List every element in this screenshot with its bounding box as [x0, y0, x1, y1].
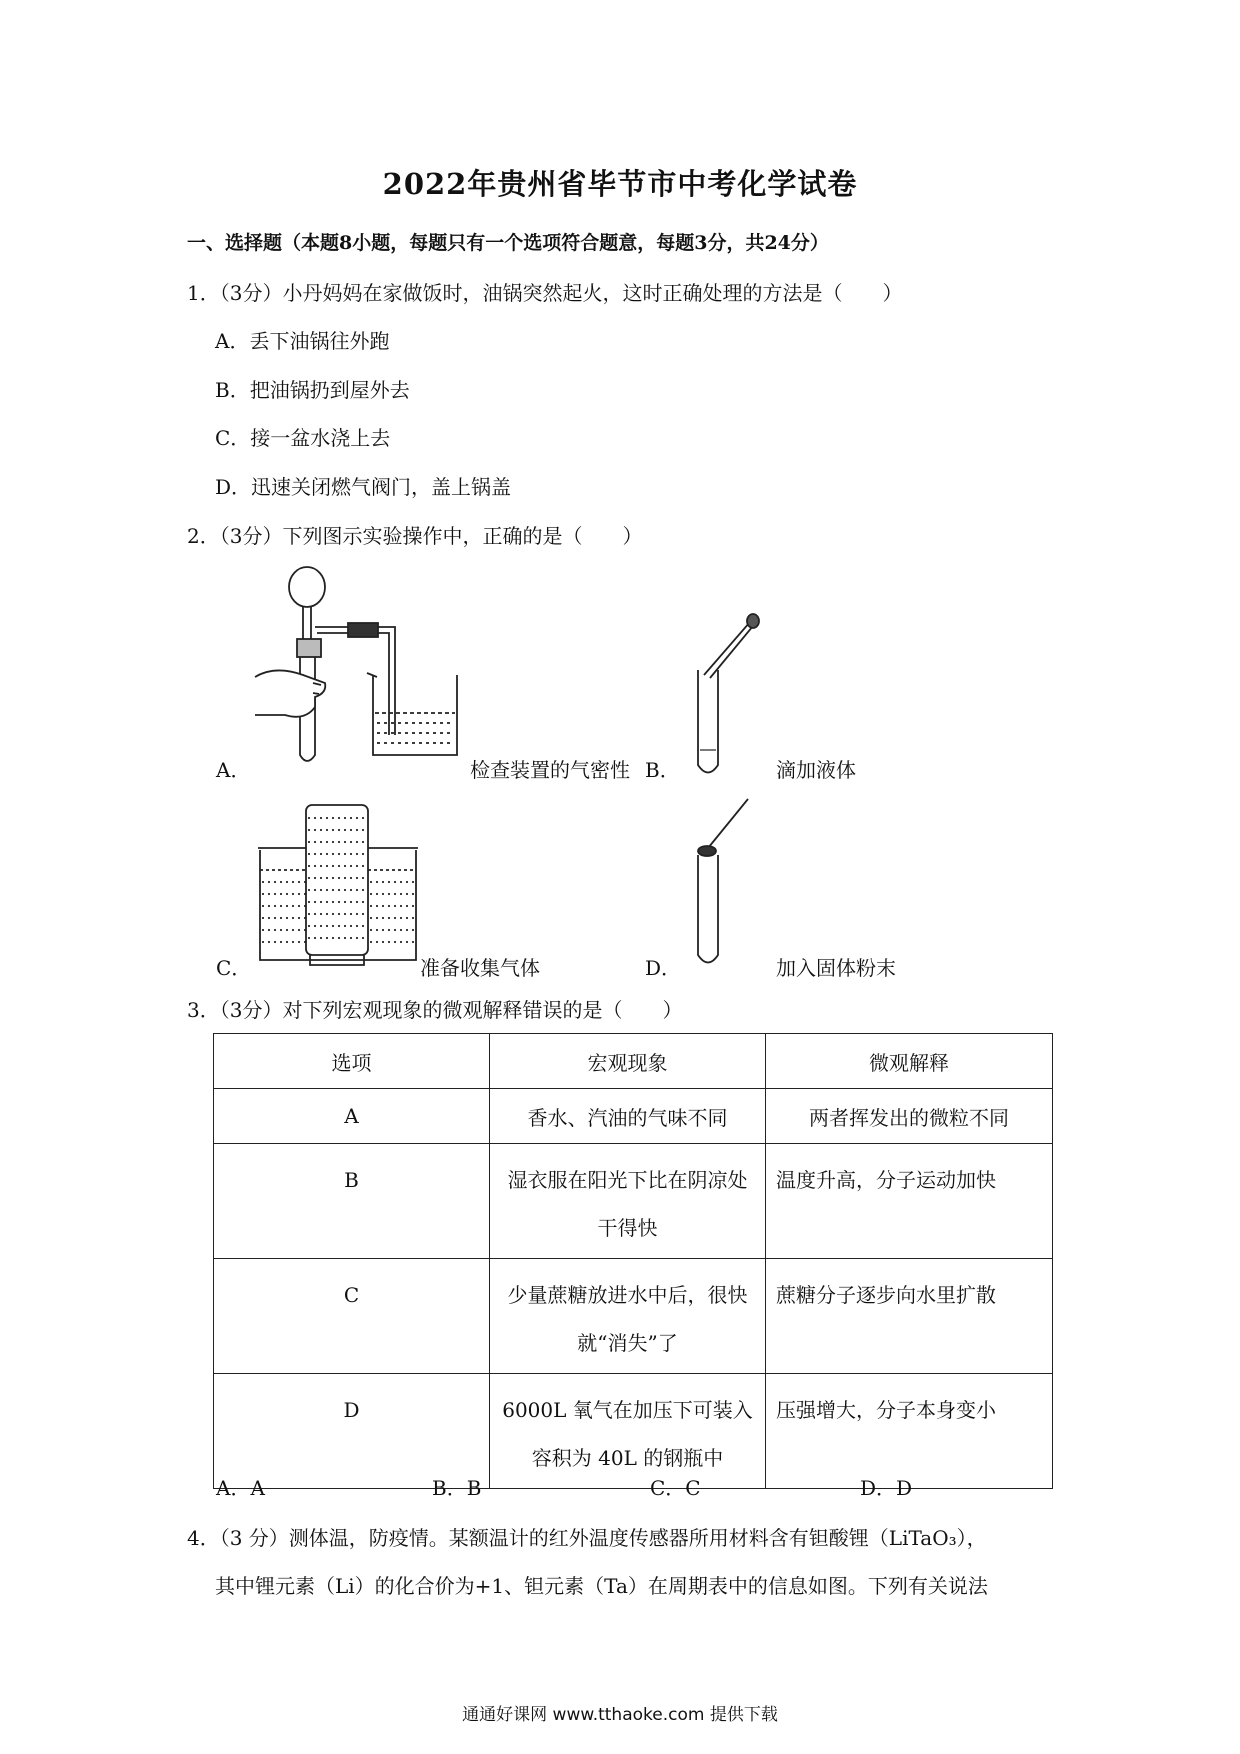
header-option: 选项 — [214, 1034, 490, 1089]
row-macro — [490, 1374, 766, 1489]
q2-d-letter[interactable]: D． — [645, 956, 682, 980]
q3-answer-a[interactable]: A．A — [216, 1476, 265, 1500]
row-macro-line: 6000L 氧气在加压下可装入 — [502, 1398, 753, 1422]
row-micro: 温度升高，分子运动加快 — [766, 1144, 1053, 1259]
row-macro-line: 容积为 40L 的钢瓶中 — [531, 1446, 724, 1470]
q1-option-d[interactable]: D．迅速关闭燃气阀门，盖上锅盖 — [215, 475, 512, 499]
row-option: B — [214, 1144, 490, 1259]
row-macro-line: 干得快 — [597, 1216, 658, 1240]
row-macro — [490, 1144, 766, 1259]
page-footer: 通通好课网 www.tthaoke.com 提供下载 — [462, 1705, 778, 1725]
row-macro-line: 少量蔗糖放进水中后，很快 — [507, 1283, 748, 1307]
q1-stem: 1．（3分）小丹妈妈在家做饭时，油锅突然起火，这时正确处理的方法是（ ） — [187, 281, 903, 305]
q1-option-a[interactable]: A．丢下油锅往外跑 — [215, 329, 390, 353]
row-micro: 压强增大，分子本身变小 — [766, 1374, 1053, 1489]
q3-table — [213, 1033, 1053, 1489]
q3-answer-b[interactable]: B．B — [432, 1476, 482, 1500]
table-header-row — [214, 1034, 1053, 1089]
q2-b-letter[interactable]: B． — [645, 758, 680, 782]
gas-collection-figure — [258, 800, 418, 970]
row-option: A — [214, 1089, 490, 1144]
row-option: C — [214, 1259, 490, 1374]
q3-answer-c[interactable]: C．C — [650, 1476, 701, 1500]
q1-option-c[interactable]: C．接一盆水浇上去 — [215, 426, 391, 450]
q2-a-caption: 检查装置的气密性 — [470, 758, 630, 782]
q2-d-caption: 加入固体粉末 — [776, 956, 896, 980]
row-macro-line: 就“消失”了 — [577, 1331, 678, 1355]
q3-answer-d[interactable]: D．D — [860, 1476, 913, 1500]
row-macro — [490, 1259, 766, 1374]
q2-a-letter[interactable]: A． — [216, 758, 251, 782]
q3-stem: 3．（3分）对下列宏观现象的微观解释错误的是（ ） — [187, 998, 683, 1022]
table-row — [214, 1374, 1053, 1489]
row-macro-line: 湿衣服在阳光下比在阴凉处 — [507, 1168, 748, 1192]
page-title: 2022年贵州省毕节市中考化学试卷 — [382, 167, 858, 201]
q2-stem: 2．（3分）下列图示实验操作中，正确的是（ ） — [187, 524, 643, 548]
row-micro: 两者挥发出的微粒不同 — [766, 1089, 1053, 1144]
q2-c-caption: 准备收集气体 — [420, 956, 540, 980]
row-option: D — [214, 1374, 490, 1489]
q4-stem-line-2: 其中锂元素（Li）的化合价为+1、钽元素（Ta）在周期表中的信息如图。下列有关说法 — [215, 1574, 988, 1598]
row-macro: 香水、汽油的气味不同 — [490, 1089, 766, 1144]
header-micro: 微观解释 — [766, 1034, 1053, 1089]
q2-b-caption: 滴加液体 — [776, 758, 856, 782]
dropper-figure — [690, 610, 760, 780]
table-row — [214, 1144, 1053, 1259]
header-macro: 宏观现象 — [490, 1034, 766, 1089]
row-micro: 蔗糖分子逐步向水里扩散 — [766, 1259, 1053, 1374]
solid-powder-figure — [690, 795, 760, 970]
section-heading: 一、选择题（本题8小题，每题只有一个选项符合题意，每题3分，共24分） — [187, 232, 829, 254]
table-row — [214, 1089, 1053, 1144]
q1-option-b[interactable]: B．把油锅扔到屋外去 — [215, 378, 410, 402]
airtightness-check-figure — [255, 565, 480, 775]
table-row — [214, 1259, 1053, 1374]
q4-stem-line-1: 4．（3 分）测体温，防疫情。某额温计的红外温度传感器所用材料含有钽酸锂（LiTaO₃）， — [187, 1526, 987, 1550]
q2-c-letter[interactable]: C． — [216, 956, 252, 980]
